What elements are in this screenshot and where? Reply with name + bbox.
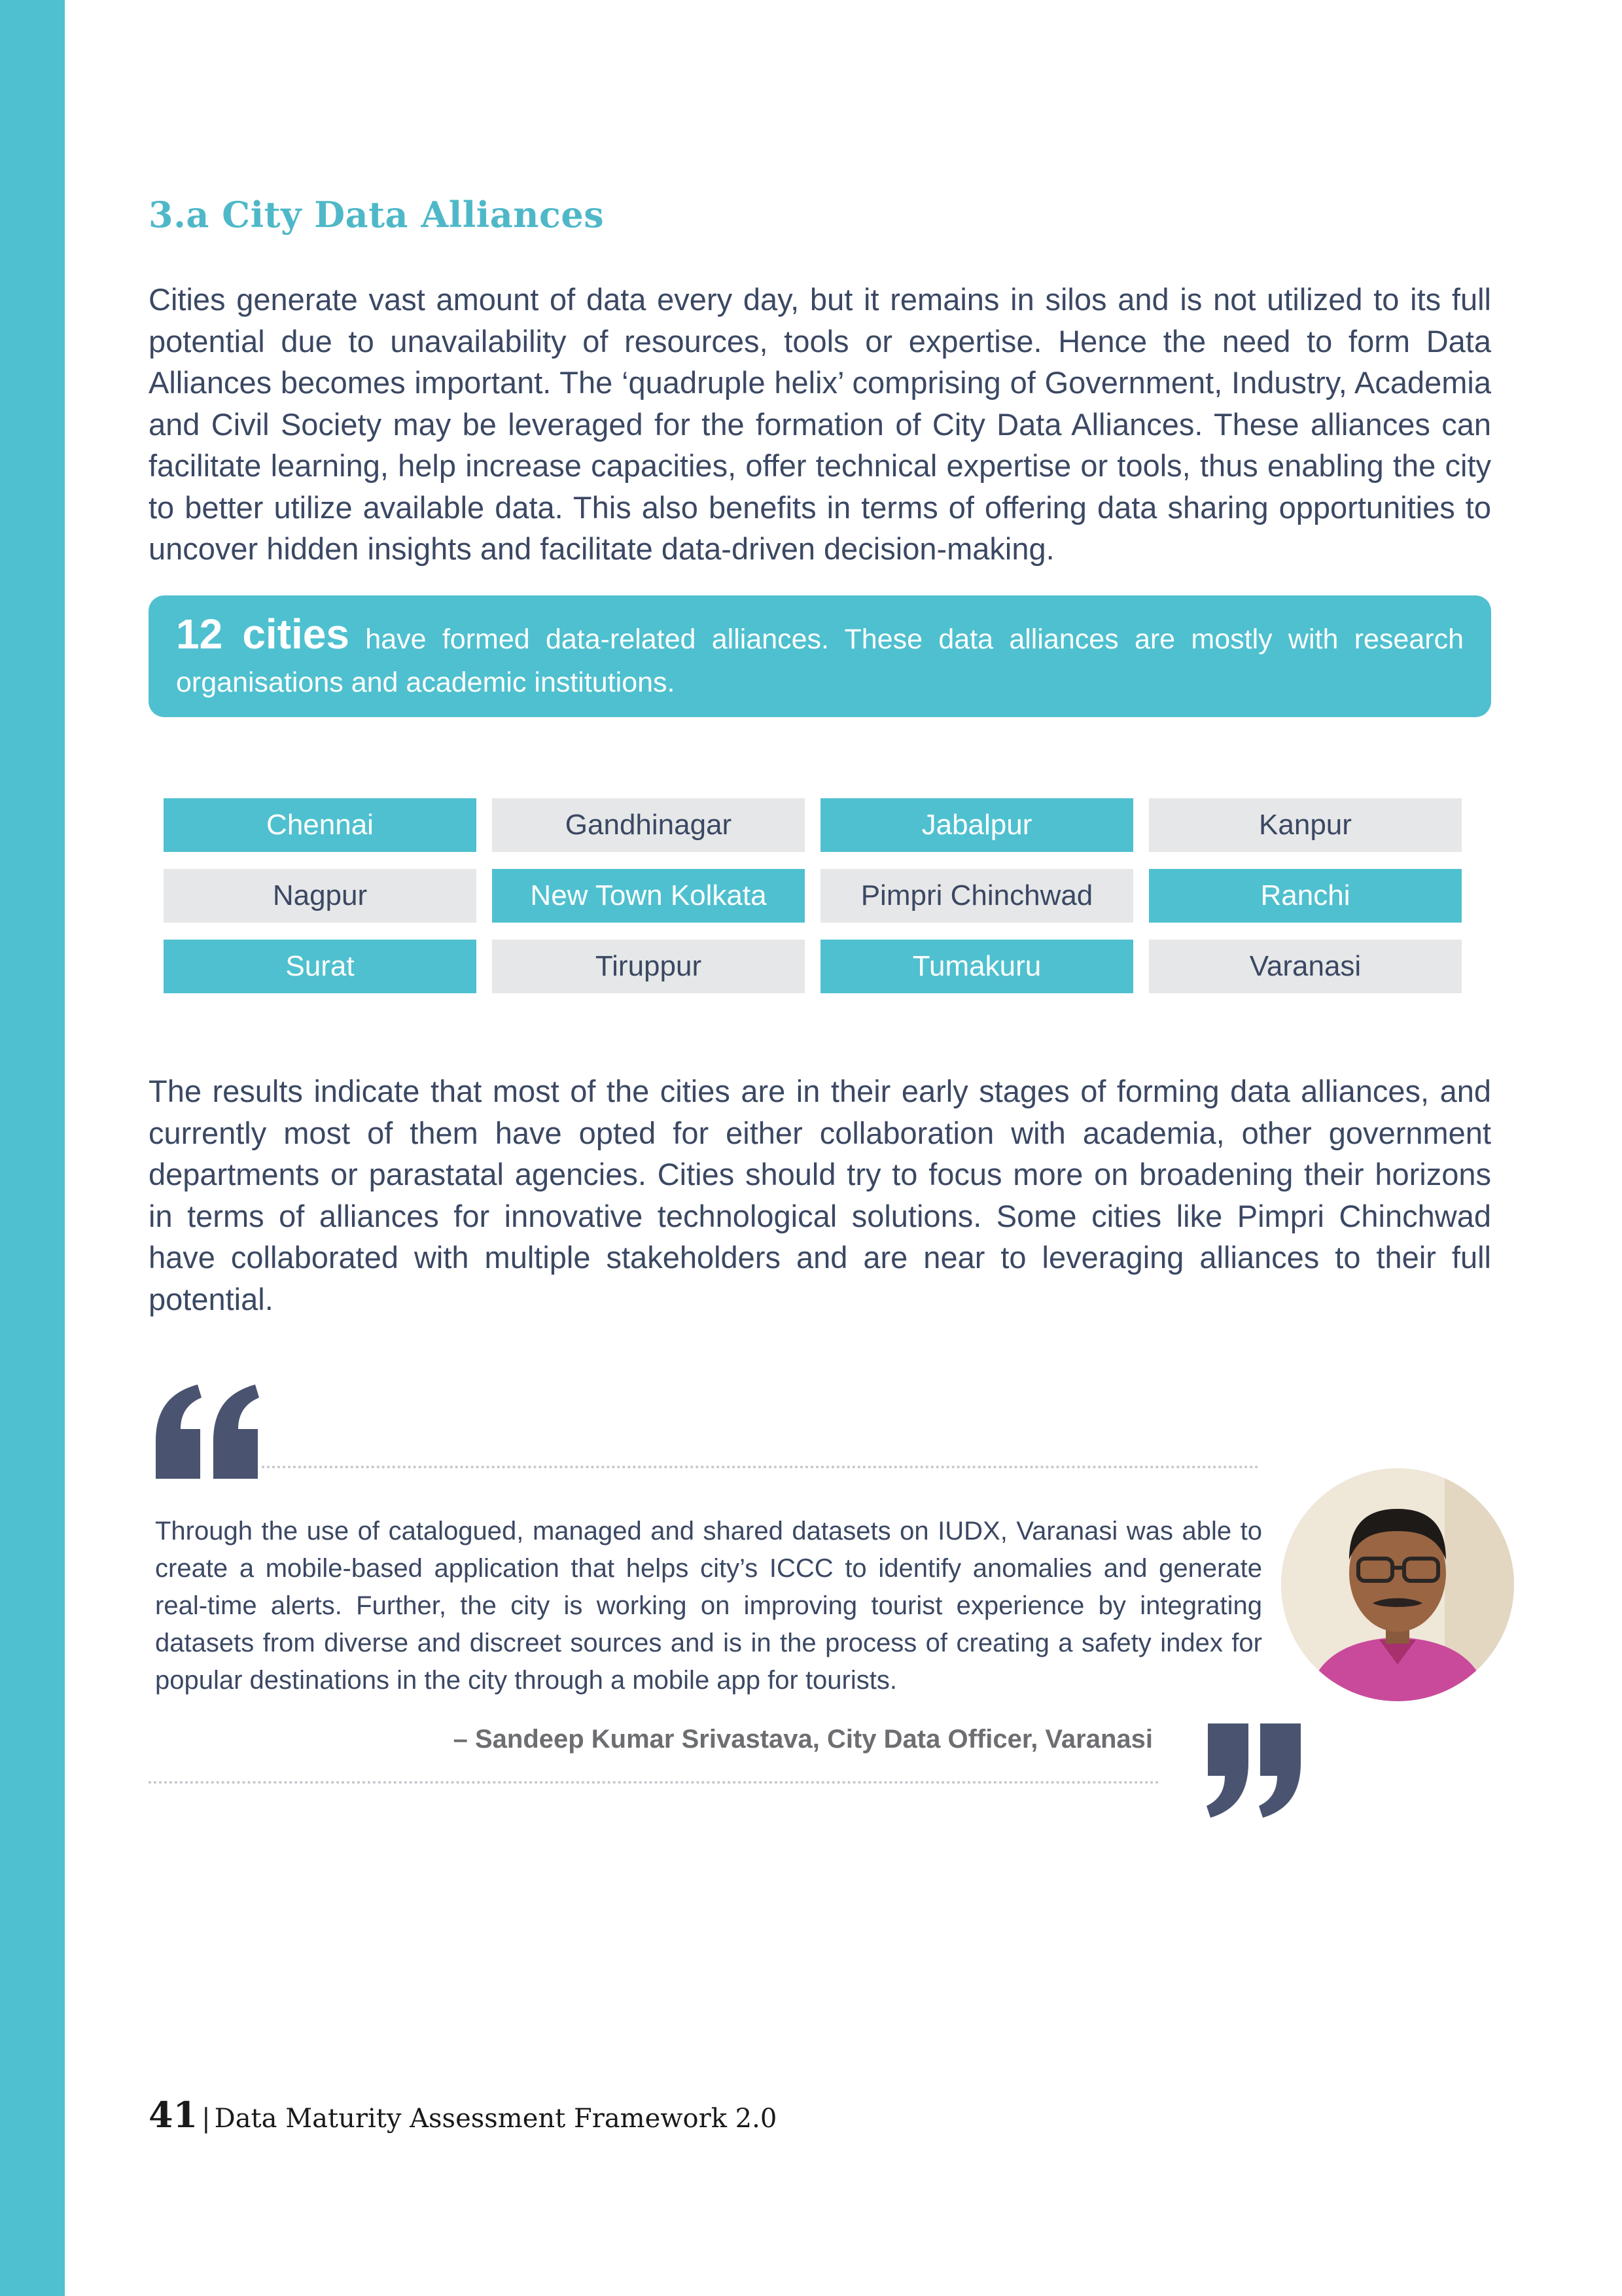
close-quote-icon: [1203, 1720, 1307, 1824]
intro-paragraph: Cities generate vast amount of data every day, but it remains in silos and is not utilized to its full potential due to unavailability of resources, tools or expertise. Hence the need to form Data Alliances becomes important. The ‘quadruple helix’ comprising of Government, Industry, Academia and Civil Society may be leveraged for the formation of City Data Alliances. These alliances can facilitate learning, help increase capacities, offer technical expertise or tools, thus enabling the city to better utilize available data. This also benefits in terms of offering data sharing opportunities to uncover hidden insights and facilitate data-driven decision-making.: [149, 282, 1491, 566]
callout-text: have formed data-related alliances. These data alliances are mostly with research organisations and academic institutions.: [176, 624, 1464, 698]
page-footer: [149, 2094, 777, 2136]
city-cell: Surat: [164, 940, 476, 993]
city-cell: Gandhinagar: [492, 798, 805, 852]
footer-separator: |: [202, 2104, 211, 2134]
city-cell: Chennai: [164, 798, 476, 852]
city-cell: Nagpur: [164, 869, 476, 923]
open-quote-icon: [152, 1381, 263, 1492]
speaker-photo: [1281, 1468, 1514, 1701]
quote-divider-top: [262, 1466, 1259, 1468]
city-grid: [164, 798, 1475, 993]
city-cell: Tumakuru: [820, 940, 1133, 993]
city-cell: Tiruppur: [492, 940, 805, 993]
city-cell: Varanasi: [1149, 940, 1462, 993]
callout-highlight: 12 cities: [176, 610, 349, 658]
callout-box: [149, 595, 1491, 717]
quote-divider-bottom: [149, 1781, 1159, 1784]
section-heading: 3.a City Data Alliances: [149, 194, 605, 236]
city-cell: Kanpur: [1149, 798, 1462, 852]
page-number: 41: [149, 2094, 198, 2136]
city-cell: New Town Kolkata: [492, 869, 805, 923]
quote-attribution: – Sandeep Kumar Srivastava, City Data Officer, Varanasi: [453, 1725, 1153, 1754]
side-accent-bar: [0, 0, 65, 2296]
city-cell: Pimpri Chinchwad: [820, 869, 1133, 923]
results-paragraph: The results indicate that most of the cities are in their early stages of forming data alliances, and currently most of them have opted for either collaboration with academia, other government departments or parastatal agencies. Cities should try to focus more on broadening their horizons in terms of alliances for innovative technological solutions. Some cities like Pimpri Chinchwad have collaborated with multiple stakeholders and are near to leveraging alliances to their full potential.: [149, 1074, 1491, 1316]
city-cell: Ranchi: [1149, 869, 1462, 923]
document-title: Data Maturity Assessment Framework 2.0: [214, 2104, 777, 2134]
speaker-portrait-graphic: [1281, 1468, 1514, 1701]
city-cell: Jabalpur: [820, 798, 1133, 852]
quote-text: Through the use of catalogued, managed and shared datasets on IUDX, Varanasi was able to create a mobile-based application that helps city’s ICCC to identify anomalies and generate real-time alerts. Further, the city is working on improving tourist experience by integrating datasets from diverse and discreet sources and is in the process of creating a safety index for popular destinations in the city through a mobile app for tourists.: [155, 1517, 1262, 1695]
